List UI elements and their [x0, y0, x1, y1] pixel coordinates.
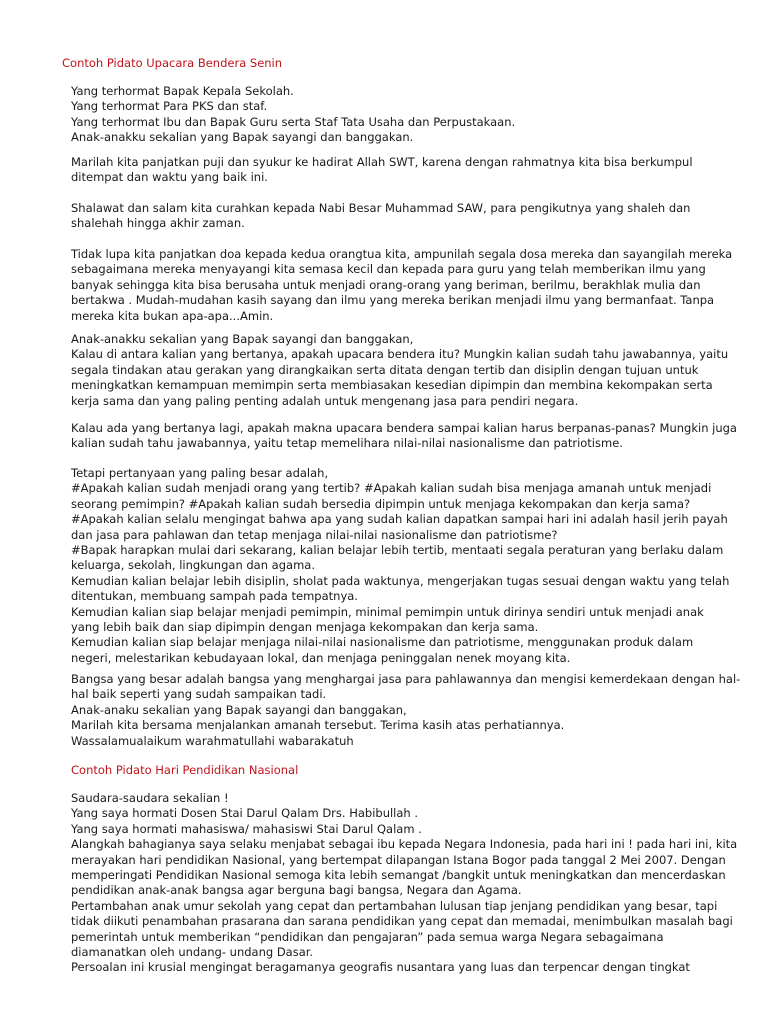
text-line: kerja sama dan yang paling penting adalah untuk mengenang jasa para pendiri negara. [71, 393, 579, 408]
section-heading-upacara: Contoh Pidato Upacara Bendera Senin [62, 56, 283, 70]
text-line: Marilah kita bersama menjalankan amanah tersebut. Terima kasih atas perhatiannya. [71, 718, 565, 733]
text-line: Yang terhormat Para PKS dan staf. [71, 99, 268, 114]
text-line: Tidak lupa kita panjatkan doa kepada kedua orangtua kita, ampunilah segala dosa mereka dan sayangilah mereka [71, 247, 733, 261]
text-line: Anak-anakku sekalian yang Bapak sayangi dan banggakan. [71, 130, 414, 145]
text-line: Kalau di antara kalian yang bertanya, apakah upacara bendera itu? Mungkin kalian sudah tahu jawabannya, yaitu [71, 347, 729, 362]
text-line: kalian sudah tahu jawabannya, yaitu tetap memelihara nilai-nilai nasionalisme dan patriotisme. [71, 436, 623, 451]
text-line: ditempat dan waktu yang baik ini. [71, 170, 268, 185]
text-line: seorang pemimpin? #Apakah kalian sudah bersedia dipimpin untuk menjaga kekompakan dan kerja sama? [71, 496, 691, 511]
paragraph [71, 84, 721, 146]
text-line: Yang saya hormati mahasiswa/ mahasiswi Stai Darul Qalam . [71, 821, 422, 836]
text-line: Kemudian kalian belajar lebih disiplin, sholat pada waktunya, mengerjakan tugas sesuai dengan waktu yang telah [71, 573, 730, 588]
text-line: Pertambahan anak umur sekolah yang cepat dan pertambahan lulusan tiap jenjang pendidikan yang besar, tapi [71, 898, 718, 913]
paragraph [71, 791, 738, 976]
text-line: Yang saya hormati Dosen Stai Darul Qalam Drs. Habibullah . [71, 806, 419, 821]
paragraph [71, 247, 733, 324]
paragraph [71, 421, 737, 452]
section-heading-pendidikan: Contoh Pidato Hari Pendidikan Nasional [71, 763, 299, 777]
paragraph [71, 332, 729, 409]
text-line: Tetapi pertanyaan yang paling besar adalah, [71, 466, 329, 480]
text-line: Bangsa yang besar adalah bangsa yang menghargai jasa para pahlawannya dan mengisi kemerdekaan dengan hal- [71, 672, 741, 686]
text-line: diamanatkan oleh undang- undang Dasar. [71, 944, 314, 959]
text-line: meningkatkan kemampuan memimpin serta membiasakan kesedian dipimpin dan membina kekompakan serta [71, 378, 713, 393]
text-line: pendidikan anak-anak bangsa agar berguna bagi bangsa, Negara dan Agama. [71, 883, 522, 898]
paragraph [71, 201, 721, 232]
text-line: Anak-anaku sekalian yang Bapak sayangi dan banggakan, [71, 702, 407, 717]
text-line: Marilah kita panjatkan puji dan syukur ke hadirat Allah SWT, karena dengan rahmatnya kita bisa berkumpul [71, 155, 693, 169]
text-line: Anak-anakku sekalian yang Bapak sayangi dan banggakan, [71, 332, 414, 346]
text-line: mereka kita bukan apa-apa...Amin. [71, 308, 274, 323]
text-line: banyak sehingga kita bisa berusaha untuk menjadi orang-orang yang beriman, berilmu, berakhlak mulia dan [71, 277, 701, 292]
text-line: merayakan hari pendidikan Nasional, yang bertempat dilapangan Istana Bogor pada tanggal 2 Mei 2007. Dengan [71, 852, 726, 867]
text-line: hal baik seperti yang sudah sampaikan tadi. [71, 687, 327, 702]
text-line: Kalau ada yang bertanya lagi, apakah makna upacara bendera sampai kalian harus berpanas-panas? Mungkin juga [71, 421, 737, 435]
text-line: segala tindakan atau gerakan yang dirangkaikan serta ditata dengan tertib dan disiplin dengan tujuan untuk [71, 362, 699, 377]
text-line: ditentukan, membuang sampah pada tempatnya. [71, 589, 358, 604]
text-line: Alangkah bahagianya saya selaku menjabat sebagai ibu kepada Negara Indonesia, pada hari ini ! pada hari ini, kita [71, 837, 738, 852]
text-line: #Bapak harapkan mulai dari sekarang, kalian belajar lebih tertib, mentaati segala peraturan yang berlaku dalam [71, 542, 724, 557]
text-line: tidak diikuti penambahan prasarana dan sarana pendidikan yang cepat dan memadai, menimbulkan masalah bagi [71, 914, 733, 929]
text-line: negeri, melestarikan kebudayaan lokal, dan menjaga peninggalan nenek moyang kita. [71, 650, 571, 665]
text-line: pemerintah untuk memberikan “pendidikan dan pengajaran” pada semua warga Negara sebagaimana [71, 929, 664, 944]
paragraph [71, 155, 721, 186]
text-line: Shalawat dan salam kita curahkan kepada Nabi Besar Muhammad SAW, para pengikutnya yang shaleh dan [71, 201, 691, 215]
text-line: Persoalan ini krusial mengingat beragamanya geografis nusantara yang luas dan terpencar dengan tingkat [71, 960, 690, 975]
text-line: bertakwa . Mudah-mudahan kasih sayang dan ilmu yang mereka berikan menjadi ilmu yang bermanfaat. Tanpa [71, 293, 715, 308]
text-line: Yang terhormat Bapak Kepala Sekolah. [71, 84, 294, 98]
text-line: Saudara-saudara sekalian ! [71, 791, 229, 805]
paragraph [71, 672, 741, 749]
text-line: #Apakah kalian sudah menjadi orang yang tertib? #Apakah kalian sudah bisa menjaga amanah untuk menjadi [71, 481, 712, 496]
paragraph [71, 466, 730, 666]
text-line: #Apakah kalian selalu mengingat bahwa apa yang sudah kalian dapatkan sampai hari ini adalah hasil jerih payah [71, 512, 728, 527]
text-line: shalehah hingga akhir zaman. [71, 216, 245, 231]
text-line: Kemudian kalian siap belajar menjaga nilai-nilai nasionalisme dan patriotisme, menggunakan produk dalam [71, 635, 694, 650]
text-line: Wassalamualaikum warahmatullahi wabarakatuh [71, 733, 354, 748]
text-line: Kemudian kalian siap belajar menjadi pemimpin, minimal pemimpin untuk dirinya sendiri untuk menjadi anak [71, 604, 704, 619]
text-line: yang lebih baik dan siap dipimpin dengan menjaga kekompakan dan kerja sama. [71, 619, 539, 634]
text-line: memperingati Pendidikan Nasional semoga kita lebih semangat /bangkit untuk meningkatkan dan mencerdaskan [71, 867, 726, 882]
text-line: Yang terhormat Ibu dan Bapak Guru serta Staf Tata Usaha dan Perpustakaan. [71, 114, 516, 129]
text-line: sebagaimana mereka menyayangi kita semasa kecil dan kepada para guru yang telah memberikan ilmu yang [71, 262, 706, 277]
text-line: keluarga, sekolah, lingkungan dan agama. [71, 558, 315, 573]
text-line: dan jasa para pahlawan dan tetap menjaga nilai-nilai nasionalisme dan patriotisme? [71, 527, 558, 542]
